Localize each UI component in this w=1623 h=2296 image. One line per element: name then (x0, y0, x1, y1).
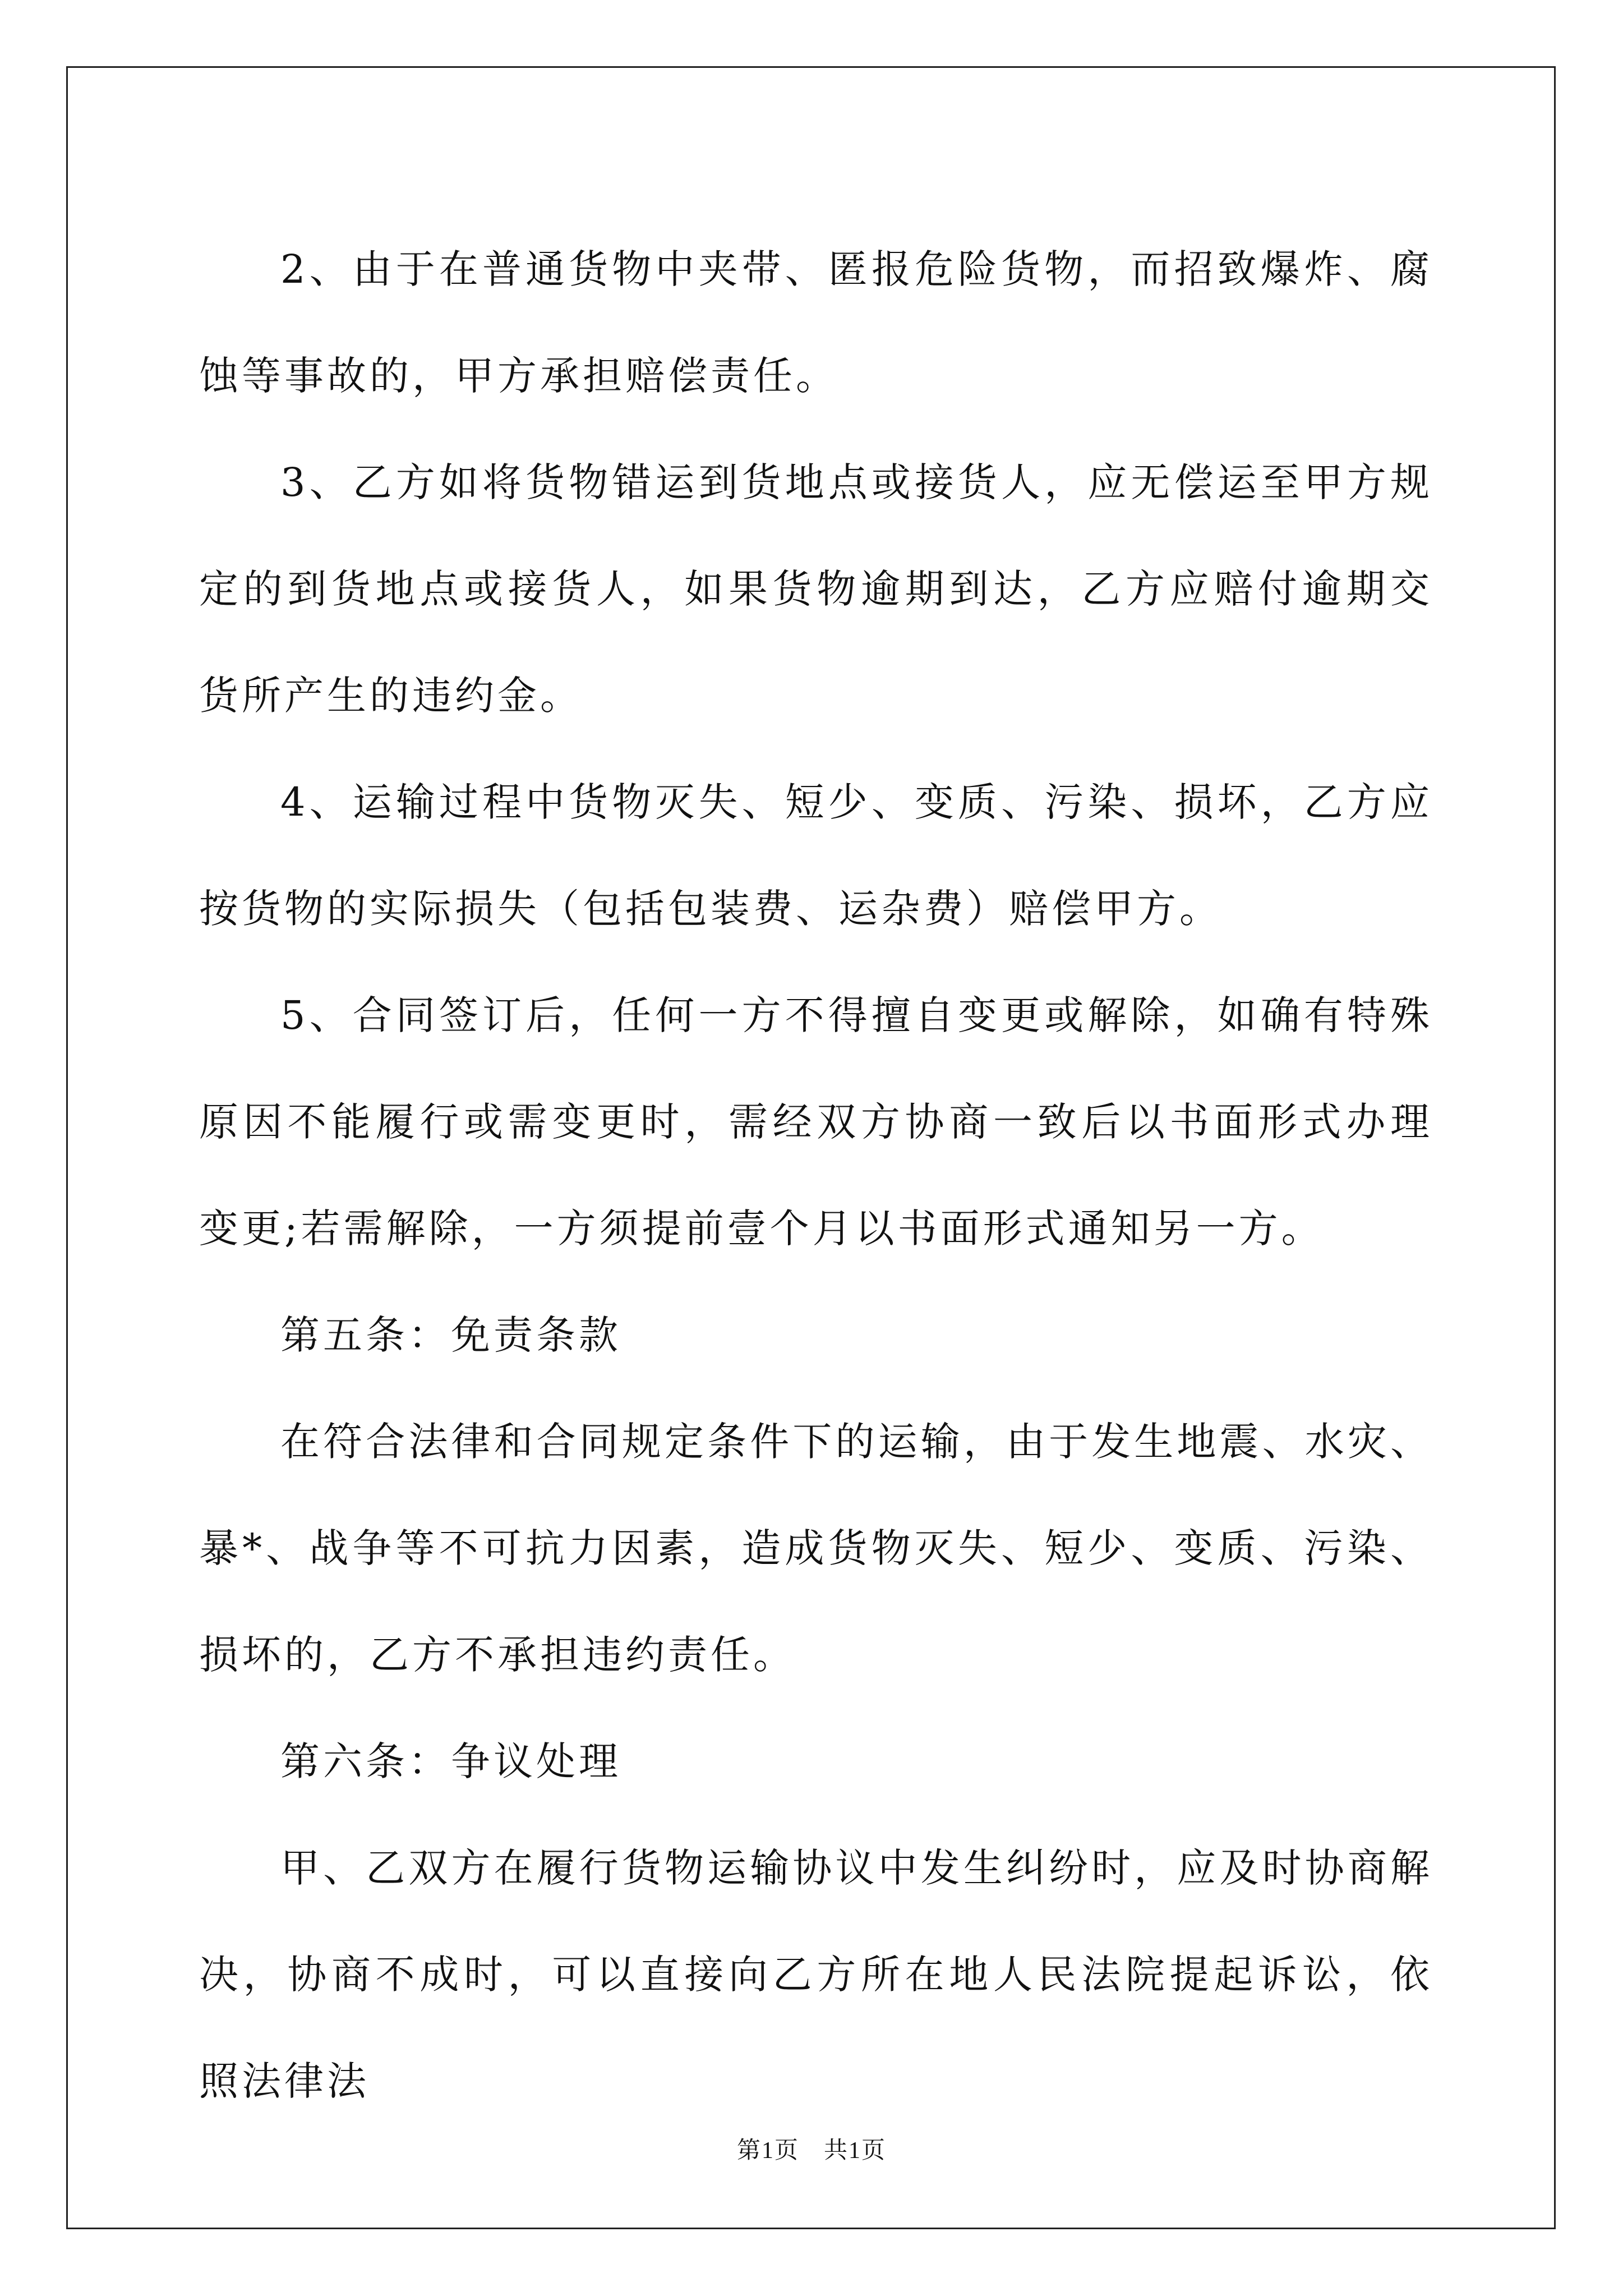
section-heading: 第五条：免责条款 (280, 1312, 621, 1358)
clause-paragraph: 2、由于在普通货物中夹带、匿报危险货物，而招致爆炸、腐蚀等事故的，甲方承担赔偿责任。 (199, 246, 1433, 399)
document-body (199, 216, 1433, 2134)
clause-paragraph: 3、乙方如将货物错运到货地点或接货人，应无偿运至甲方规定的到货地点或接货人，如果货物逾期到达，乙方应赔付逾期交货所产生的违约金。 (199, 459, 1433, 719)
clause-paragraph: 甲、乙双方在履行货物运输协议中发生纠纷时，应及时协商解决，协商不成时，可以直接向乙方所在地人民法院提起诉讼，依照法律法 (199, 1845, 1433, 2104)
clause-paragraph: 4、运输过程中货物灭失、短少、变质、污染、损坏，乙方应按货物的实际损失（包括包装费、运杂费）赔偿甲方。 (199, 779, 1433, 932)
clause-paragraph: 5、合同签订后，任何一方不得擅自变更或解除，如确有特殊原因不能履行或需变更时，需经双方协商一致后以书面形式办理变更;若需解除，一方须提前壹个月以书面形式通知另一方。 (199, 992, 1433, 1251)
section-heading: 第六条：争议处理 (280, 1738, 621, 1784)
page-footer: 第1页 共1页 (736, 2138, 886, 2164)
clause-paragraph: 在符合法律和合同规定条件下的运输，由于发生地震、水灾、暴*、战争等不可抗力因素，造成货物灭失、短少、变质、污染、损坏的，乙方不承担违约责任。 (199, 1419, 1433, 1678)
